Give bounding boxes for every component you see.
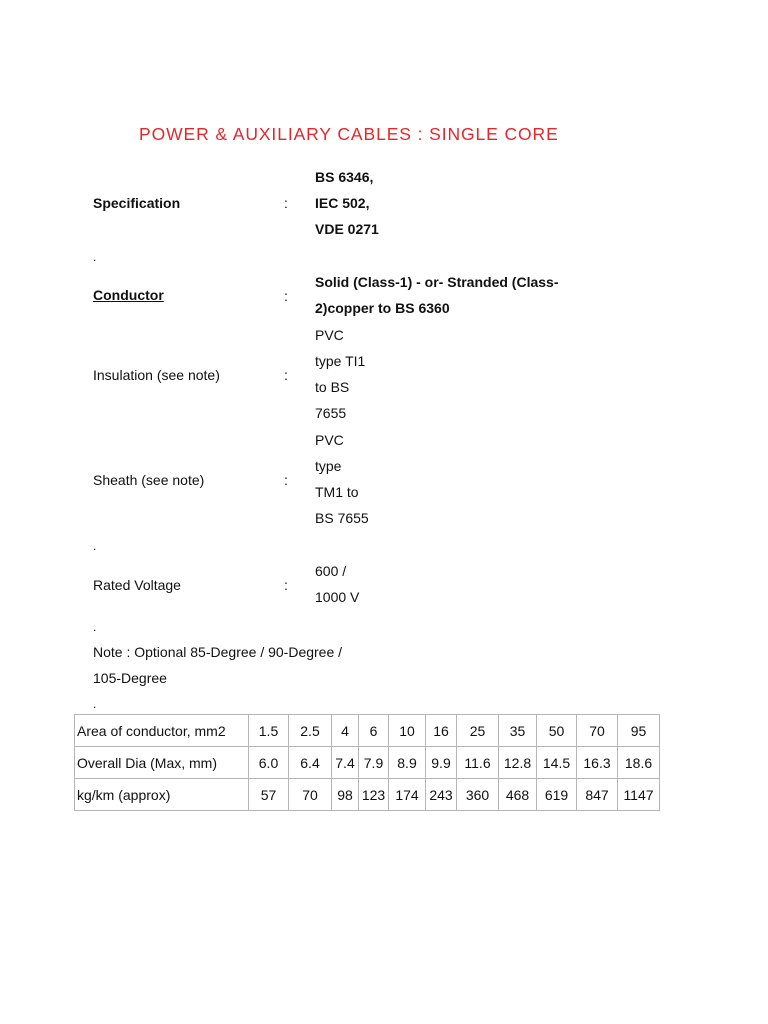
table-cell: 7.9 bbox=[359, 747, 389, 779]
table-cell: 18.6 bbox=[618, 747, 660, 779]
table-cell: 7.4 bbox=[332, 747, 359, 779]
table-cell: 25 bbox=[457, 715, 499, 747]
table-cell: 9.9 bbox=[426, 747, 457, 779]
sheath-value: BS 7655 bbox=[315, 510, 369, 526]
table-cell: 360 bbox=[457, 779, 499, 811]
conductor-value: 2)copper to BS 6360 bbox=[315, 300, 450, 316]
table-cell: 12.8 bbox=[499, 747, 537, 779]
conductor-label: Conductor bbox=[93, 287, 164, 303]
table-cell: 1.5 bbox=[249, 715, 289, 747]
insulation-value: PVC bbox=[315, 327, 344, 343]
rated-voltage-colon: : bbox=[284, 577, 288, 593]
insulation-values bbox=[315, 322, 365, 426]
sheath-label: Sheath (see note) bbox=[93, 472, 205, 488]
table-cell: 1147 bbox=[618, 779, 660, 811]
table-cell: 57 bbox=[249, 779, 289, 811]
separator-dot: . bbox=[93, 620, 97, 634]
insulation-colon: : bbox=[284, 367, 288, 383]
table-cell: 123 bbox=[359, 779, 389, 811]
table-row bbox=[75, 779, 660, 811]
conductor-colon: : bbox=[284, 288, 288, 304]
rated-voltage-value: 600 / bbox=[315, 563, 347, 579]
row-header: kg/km (approx) bbox=[75, 779, 249, 811]
conductor-value: Solid (Class-1) - or- Stranded (Class- bbox=[315, 274, 559, 290]
table-cell: 2.5 bbox=[289, 715, 332, 747]
specification-colon: : bbox=[284, 195, 288, 211]
table-cell: 619 bbox=[537, 779, 577, 811]
insulation-label: Insulation (see note) bbox=[93, 367, 220, 383]
table-cell: 70 bbox=[577, 715, 618, 747]
row-header: Area of conductor, mm2 bbox=[75, 715, 249, 747]
table-cell: 468 bbox=[499, 779, 537, 811]
specification-label: Specification bbox=[93, 195, 181, 211]
table-cell: 16 bbox=[426, 715, 457, 747]
table-cell: 98 bbox=[332, 779, 359, 811]
table-cell: 11.6 bbox=[457, 747, 499, 779]
separator-dot: . bbox=[93, 697, 97, 711]
specification-values bbox=[315, 164, 379, 242]
table-cell: 847 bbox=[577, 779, 618, 811]
table-cell: 35 bbox=[499, 715, 537, 747]
page-title: POWER & AUXILIARY CABLES : SINGLE CORE bbox=[139, 124, 559, 144]
table-cell: 14.5 bbox=[537, 747, 577, 779]
table-cell: 70 bbox=[289, 779, 332, 811]
specification-value: BS 6346, bbox=[315, 169, 374, 185]
note-line: Note : Optional 85-Degree / 90-Degree / bbox=[93, 644, 343, 660]
specification-value: IEC 502, bbox=[315, 195, 370, 211]
table-cell: 16.3 bbox=[577, 747, 618, 779]
specification-value: VDE 0271 bbox=[315, 221, 379, 237]
table-cell: 8.9 bbox=[389, 747, 426, 779]
table-cell: 50 bbox=[537, 715, 577, 747]
sheath-value: PVC bbox=[315, 432, 344, 448]
table-cell: 95 bbox=[618, 715, 660, 747]
table-row bbox=[75, 715, 660, 747]
rated-voltage-value: 1000 V bbox=[315, 589, 360, 605]
table-cell: 10 bbox=[389, 715, 426, 747]
sheath-values bbox=[315, 427, 369, 531]
table-cell: 174 bbox=[389, 779, 426, 811]
table-cell: 6 bbox=[359, 715, 389, 747]
table-row bbox=[75, 747, 660, 779]
note-line: 105-Degree bbox=[93, 670, 167, 686]
insulation-value: type TI1 bbox=[315, 353, 366, 369]
cable-spec-table bbox=[74, 714, 660, 811]
note bbox=[93, 639, 342, 691]
conductor-values bbox=[315, 269, 558, 321]
sheath-colon: : bbox=[284, 472, 288, 488]
separator-dot: . bbox=[93, 539, 97, 553]
rated-voltage-values bbox=[315, 558, 359, 610]
sheath-value: TM1 to bbox=[315, 484, 359, 500]
rated-voltage-label: Rated Voltage bbox=[93, 577, 181, 593]
table-cell: 6.0 bbox=[249, 747, 289, 779]
insulation-value: to BS bbox=[315, 379, 350, 395]
insulation-value: 7655 bbox=[315, 405, 347, 421]
table-cell: 243 bbox=[426, 779, 457, 811]
table-cell: 6.4 bbox=[289, 747, 332, 779]
sheath-value: type bbox=[315, 458, 342, 474]
row-header: Overall Dia (Max, mm) bbox=[75, 747, 249, 779]
table-cell: 4 bbox=[332, 715, 359, 747]
separator-dot: . bbox=[93, 250, 97, 264]
